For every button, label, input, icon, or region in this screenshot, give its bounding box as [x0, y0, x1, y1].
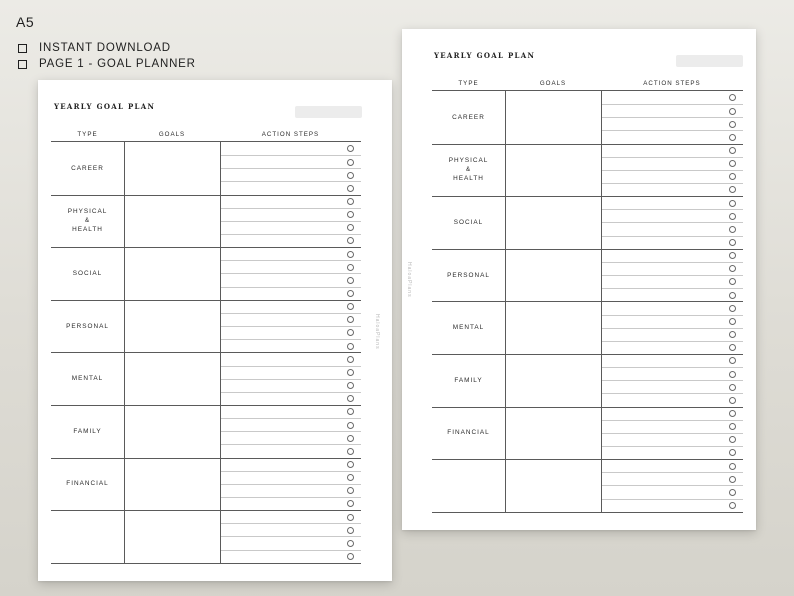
action-step-line	[221, 484, 361, 485]
action-step-checkbox-icon[interactable]	[729, 278, 736, 285]
action-step-checkbox-icon[interactable]	[347, 290, 354, 297]
action-step-line	[221, 444, 361, 445]
action-step-checkbox-icon[interactable]	[729, 436, 736, 443]
action-step-checkbox-icon[interactable]	[729, 502, 736, 509]
action-step-line	[221, 366, 361, 367]
action-step-line	[221, 339, 361, 340]
action-step-line	[221, 536, 361, 537]
action-step-checkbox-icon[interactable]	[347, 435, 354, 442]
action-step-line	[221, 181, 361, 182]
action-step-checkbox-icon[interactable]	[347, 487, 354, 494]
category-label: PHYSICAL & HEALTH	[448, 157, 489, 183]
table-row	[51, 195, 361, 249]
brand-watermark: HaloaPlans	[374, 314, 380, 350]
action-step-line	[602, 130, 743, 131]
goal-table	[51, 141, 361, 563]
action-step-line	[602, 236, 743, 237]
table-row	[432, 249, 743, 303]
feature-label: INSTANT DOWNLOAD	[39, 42, 171, 54]
column-header: TYPE	[77, 131, 98, 138]
action-step-line	[221, 523, 361, 524]
action-step-line	[602, 275, 743, 276]
action-step-line	[602, 209, 743, 210]
action-step-line	[602, 446, 743, 447]
column-header: GOALS	[158, 131, 186, 138]
table-row	[51, 405, 361, 459]
category-label: PERSONAL	[66, 322, 109, 330]
category-label: PHYSICAL & HEALTH	[67, 208, 108, 234]
category-label: FINANCIAL	[66, 480, 109, 488]
feature-label: PAGE 1 - GOAL PLANNER	[39, 58, 196, 70]
action-step-checkbox-icon[interactable]	[347, 474, 354, 481]
action-step-line	[221, 550, 361, 551]
planner-page-left	[38, 80, 392, 581]
action-step-line	[221, 273, 361, 274]
action-step-line	[602, 117, 743, 118]
action-step-line	[221, 471, 361, 472]
action-step-line	[221, 221, 361, 222]
action-step-line	[221, 392, 361, 393]
action-step-checkbox-icon[interactable]	[729, 94, 736, 101]
action-step-checkbox-icon[interactable]	[347, 145, 354, 152]
action-step-checkbox-icon[interactable]	[347, 343, 354, 350]
action-step-checkbox-icon[interactable]	[729, 147, 736, 154]
action-step-checkbox-icon[interactable]	[347, 251, 354, 258]
table-row	[432, 144, 743, 198]
action-step-line	[602, 328, 743, 329]
action-step-checkbox-icon[interactable]	[347, 211, 354, 218]
action-step-checkbox-icon[interactable]	[347, 316, 354, 323]
brand-watermark: HaloaPlans	[406, 262, 412, 298]
action-step-checkbox-icon[interactable]	[347, 408, 354, 415]
action-step-checkbox-icon[interactable]	[729, 134, 736, 141]
table-row	[432, 301, 743, 355]
action-step-line	[221, 208, 361, 209]
checkbox-square-icon	[18, 44, 27, 53]
column-header: GOALS	[539, 80, 567, 87]
action-step-checkbox-icon[interactable]	[729, 331, 736, 338]
action-step-line	[602, 104, 743, 105]
action-step-line	[221, 497, 361, 498]
action-step-checkbox-icon[interactable]	[729, 108, 736, 115]
action-step-checkbox-icon[interactable]	[729, 318, 736, 325]
action-step-checkbox-icon[interactable]	[347, 382, 354, 389]
category-label: SOCIAL	[453, 218, 484, 226]
action-step-line	[221, 326, 361, 327]
action-step-line	[602, 262, 743, 263]
table-row	[432, 459, 743, 513]
action-step-line	[602, 157, 743, 158]
action-step-line	[602, 170, 743, 171]
action-step-line	[221, 431, 361, 432]
action-step-line	[602, 420, 743, 421]
category-label: FAMILY	[454, 376, 483, 384]
action-step-checkbox-icon[interactable]	[347, 369, 354, 376]
column-header: ACTION STEPS	[261, 131, 320, 138]
table-row	[51, 458, 361, 512]
action-step-checkbox-icon[interactable]	[347, 448, 354, 455]
category-label: MENTAL	[71, 375, 104, 383]
table-row	[432, 354, 743, 408]
action-step-checkbox-icon[interactable]	[347, 395, 354, 402]
action-step-checkbox-icon[interactable]	[347, 172, 354, 179]
action-step-line	[221, 379, 361, 380]
action-step-checkbox-icon[interactable]	[729, 226, 736, 233]
action-step-checkbox-icon[interactable]	[729, 410, 736, 417]
category-label: PERSONAL	[447, 271, 490, 279]
action-step-line	[602, 183, 743, 184]
column-header: TYPE	[458, 80, 479, 87]
action-step-checkbox-icon[interactable]	[347, 540, 354, 547]
table-row	[51, 352, 361, 406]
title-input-box	[295, 106, 362, 118]
action-step-checkbox-icon[interactable]	[347, 159, 354, 166]
action-step-checkbox-icon[interactable]	[729, 186, 736, 193]
action-step-checkbox-icon[interactable]	[347, 356, 354, 363]
category-label: CAREER	[452, 113, 485, 121]
action-step-line	[602, 433, 743, 434]
action-step-checkbox-icon[interactable]	[347, 303, 354, 310]
table-row	[432, 91, 743, 145]
table-row	[432, 196, 743, 250]
action-step-checkbox-icon[interactable]	[347, 237, 354, 244]
action-step-checkbox-icon[interactable]	[347, 277, 354, 284]
page-title: YEARLY GOAL PLAN	[434, 51, 536, 60]
action-step-line	[221, 155, 361, 156]
feature-item-instant-download	[18, 42, 171, 54]
action-step-line	[602, 485, 743, 486]
action-step-checkbox-icon[interactable]	[729, 121, 736, 128]
action-step-checkbox-icon[interactable]	[729, 344, 736, 351]
action-step-checkbox-icon[interactable]	[729, 265, 736, 272]
category-label: CAREER	[71, 164, 104, 172]
action-step-checkbox-icon[interactable]	[347, 329, 354, 336]
category-label	[51, 510, 124, 563]
category-label: MENTAL	[452, 324, 485, 332]
action-step-line	[602, 393, 743, 394]
action-step-checkbox-icon[interactable]	[347, 185, 354, 192]
action-step-checkbox-icon[interactable]	[347, 500, 354, 507]
checkbox-square-icon	[18, 60, 27, 69]
action-step-checkbox-icon[interactable]	[729, 423, 736, 430]
action-step-checkbox-icon[interactable]	[347, 264, 354, 271]
page-title: YEARLY GOAL PLAN	[54, 102, 156, 111]
action-step-line	[602, 472, 743, 473]
action-step-line	[602, 367, 743, 368]
action-step-line	[602, 315, 743, 316]
feature-item-page-one	[18, 58, 196, 70]
action-step-line	[221, 287, 361, 288]
action-step-checkbox-icon[interactable]	[729, 371, 736, 378]
action-step-checkbox-icon[interactable]	[347, 553, 354, 560]
table-row	[51, 510, 361, 564]
action-step-checkbox-icon[interactable]	[729, 292, 736, 299]
goal-table	[432, 90, 743, 512]
action-step-checkbox-icon[interactable]	[729, 397, 736, 404]
action-step-line	[602, 222, 743, 223]
action-step-line	[221, 234, 361, 235]
action-step-checkbox-icon[interactable]	[729, 357, 736, 364]
action-step-line	[221, 168, 361, 169]
table-row	[51, 247, 361, 301]
category-label	[432, 459, 505, 512]
action-step-line	[221, 313, 361, 314]
action-step-checkbox-icon[interactable]	[729, 173, 736, 180]
action-step-checkbox-icon[interactable]	[729, 213, 736, 220]
table-row	[432, 407, 743, 461]
action-step-line	[602, 380, 743, 381]
action-step-checkbox-icon[interactable]	[347, 527, 354, 534]
action-step-checkbox-icon[interactable]	[347, 198, 354, 205]
action-step-checkbox-icon[interactable]	[729, 305, 736, 312]
action-step-checkbox-icon[interactable]	[729, 160, 736, 167]
action-step-checkbox-icon[interactable]	[347, 422, 354, 429]
action-step-checkbox-icon[interactable]	[729, 489, 736, 496]
size-label: A5	[16, 14, 35, 30]
action-step-line	[602, 288, 743, 289]
category-label: FINANCIAL	[447, 429, 490, 437]
action-step-checkbox-icon[interactable]	[729, 239, 736, 246]
action-step-checkbox-icon[interactable]	[729, 463, 736, 470]
action-step-checkbox-icon[interactable]	[729, 449, 736, 456]
table-row	[51, 300, 361, 354]
action-step-checkbox-icon[interactable]	[729, 476, 736, 483]
table-row	[51, 142, 361, 196]
action-step-checkbox-icon[interactable]	[729, 252, 736, 259]
column-header: ACTION STEPS	[643, 80, 701, 87]
action-step-checkbox-icon[interactable]	[729, 384, 736, 391]
action-step-checkbox-icon[interactable]	[347, 514, 354, 521]
category-label: FAMILY	[73, 427, 102, 435]
title-input-box	[676, 55, 743, 67]
action-step-line	[221, 418, 361, 419]
action-step-checkbox-icon[interactable]	[729, 200, 736, 207]
planner-page-right	[402, 29, 756, 530]
category-label: SOCIAL	[72, 269, 103, 277]
action-step-line	[602, 499, 743, 500]
action-step-checkbox-icon[interactable]	[347, 461, 354, 468]
action-step-checkbox-icon[interactable]	[347, 224, 354, 231]
action-step-line	[221, 260, 361, 261]
action-step-line	[602, 341, 743, 342]
